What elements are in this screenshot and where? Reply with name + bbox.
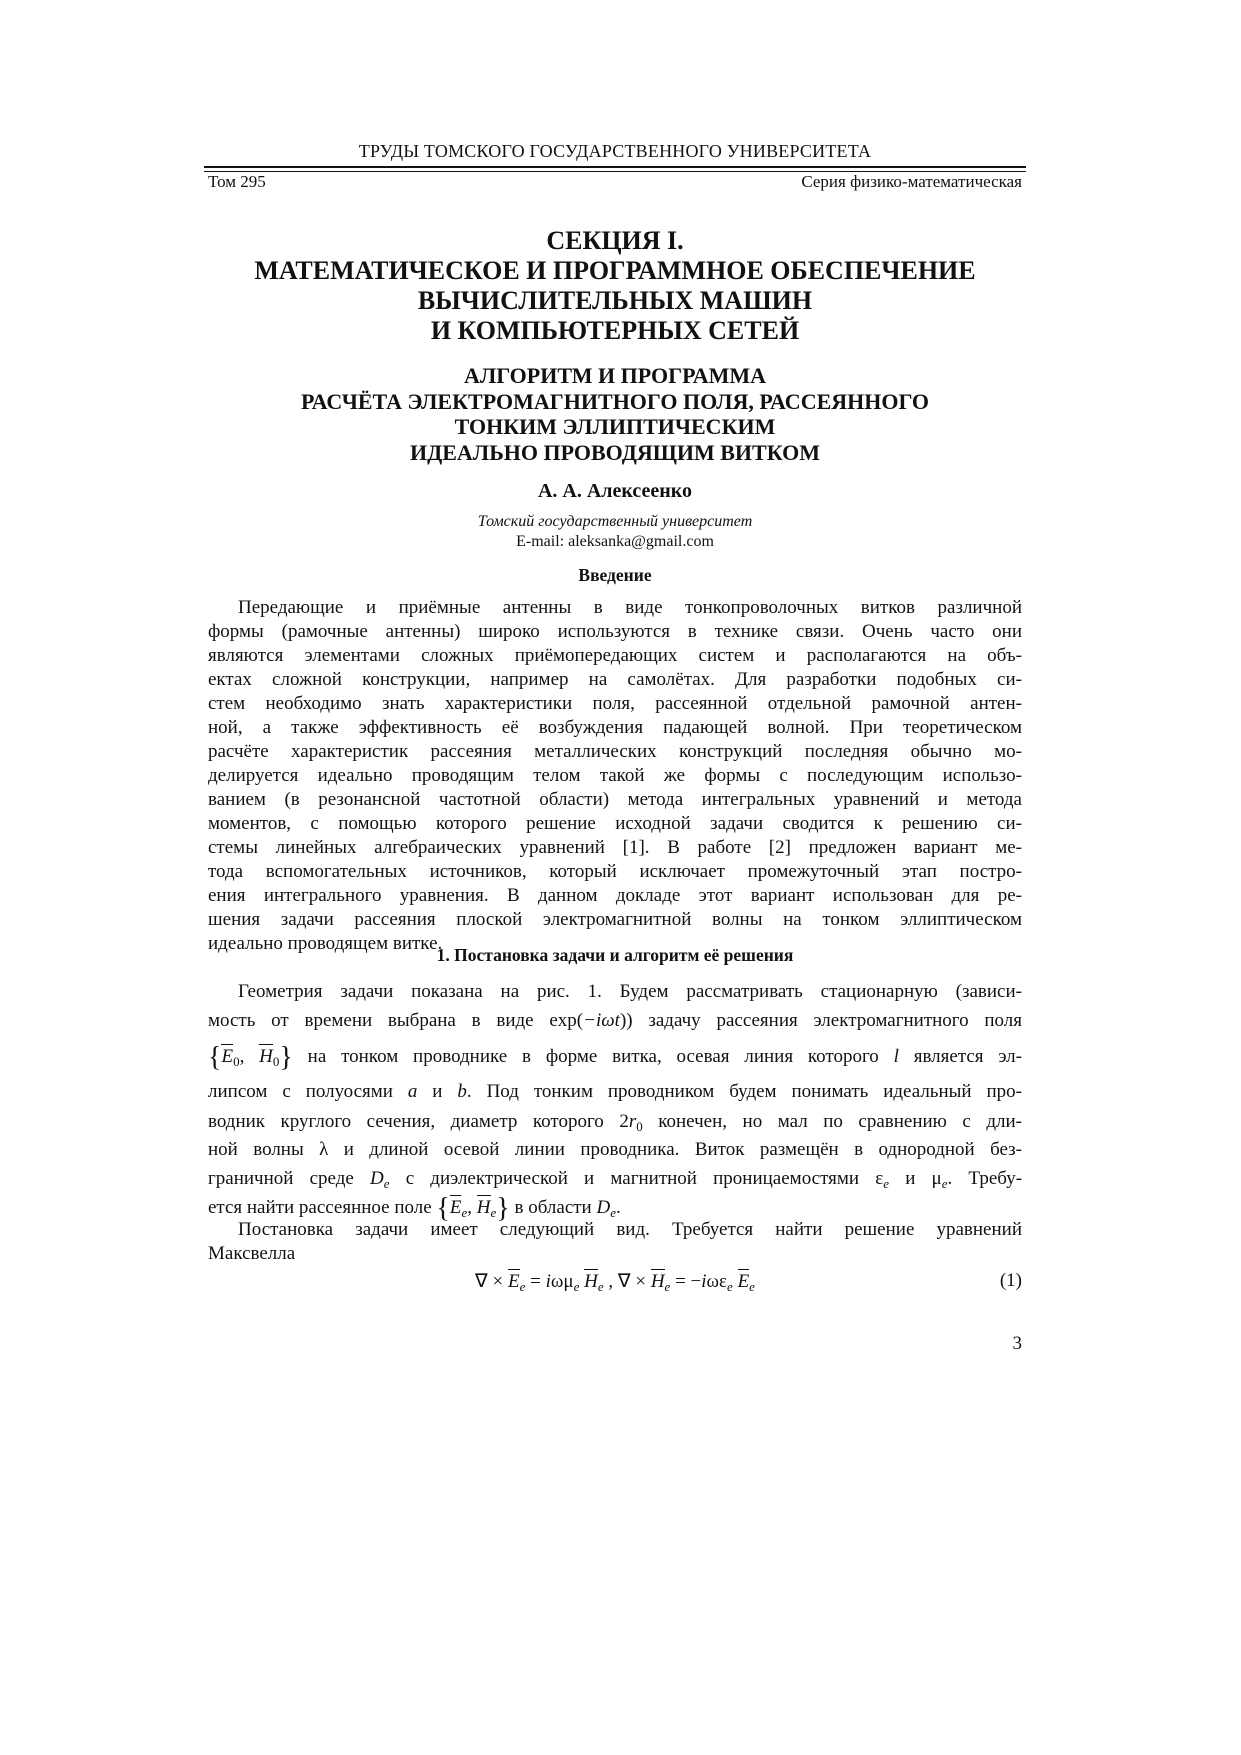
text-line: делируется идеально проводящим телом такой же формы с последующим использо- [208, 765, 1022, 786]
text-line [208, 1037, 1022, 1077]
math-segment: D [370, 1168, 384, 1189]
author: А. А. Алексеенко [537, 480, 693, 502]
math-segment: в области [509, 1197, 597, 1218]
section1-paragraph [208, 979, 1022, 1223]
text-line: Передающие и приёмные антенны в виде тонкопроволочных витков различной [238, 597, 1022, 618]
header-rule [204, 166, 1026, 168]
math-segment: } [496, 1193, 510, 1224]
math-segment: граничной среде [208, 1168, 371, 1189]
math-segment: 0 [636, 1119, 643, 1134]
math-segment: 2 [619, 1111, 629, 1132]
math-segment: ной волны λ и длиной осевой линии проводника. Виток размещён в однородной без- [208, 1139, 1022, 1160]
math-segment: H [650, 1271, 665, 1292]
math-segment: b [457, 1081, 467, 1102]
text-line: шения задачи рассеяния плоской электромагнитной волны на тонком эллиптическом [208, 909, 1022, 930]
title-line: ИДЕАЛЬНО ПРОВОДЯЩИМ ВИТКОМ [410, 439, 820, 465]
equation-body [208, 1270, 1022, 1295]
section1-paragraph-2 [208, 1218, 1022, 1266]
math-segment: . Под тонким проводником будем понимать идеальный про- [466, 1081, 1022, 1102]
math-segment: D [596, 1197, 611, 1218]
title-line: АЛГОРИТМ И ПРОГРАММА [463, 363, 767, 388]
series-label: Серия физико-математическая [801, 172, 1022, 191]
math-segment: ∇ × [475, 1271, 508, 1292]
math-segment: 0 [272, 1054, 280, 1069]
math-segment: , [239, 1046, 260, 1067]
section-heading-line: МАТЕМАТИЧЕСКОЕ И ПРОГРАММНОЕ ОБЕСПЕЧЕНИЕ [254, 256, 976, 285]
math-segment: ωε [706, 1271, 728, 1292]
title-line: ТОНКИМ ЭЛЛИПТИЧЕСКИМ [454, 414, 776, 439]
math-segment: E [737, 1271, 750, 1292]
text-line: ектах сложной конструкции, например на самолётах. Для разработки подобных си- [208, 669, 1022, 690]
math-segment: e [597, 1279, 604, 1294]
math-segment: e [664, 1279, 671, 1294]
math-segment: Геометрия задачи показана на рис. 1. Будем рассматривать стационарную (зависи- [238, 981, 1022, 1002]
math-segment: E [221, 1046, 234, 1067]
math-segment: на тонком проводнике в форме витка, осевая линия которого [292, 1046, 894, 1067]
text-line: моментов, с помощью которого решение исходной задачи сводится к решению си- [208, 813, 1022, 834]
email: E-mail: aleksanka@gmail.com [516, 533, 714, 550]
math-segment: является эл- [898, 1046, 1022, 1067]
math-segment: r [628, 1111, 637, 1132]
math-segment: с диэлектрической и магнитной проницаемостями ε [389, 1168, 884, 1189]
text-line: формы (рамочные антенны) широко используются в технике связи. Очень часто они [208, 621, 1022, 642]
math-segment: H [584, 1271, 598, 1292]
text-line [208, 1107, 1022, 1136]
text-line: Максвелла [208, 1243, 296, 1264]
math-segment: e [727, 1279, 733, 1294]
math-segment: e [461, 1205, 468, 1220]
math-segment: ется найти рассеянное поле [208, 1197, 437, 1218]
math-segment: a [407, 1081, 418, 1102]
title-line: РАСЧЁТА ЭЛЕКТРОМАГНИТНОГО ПОЛЯ, РАССЕЯННОГО [300, 388, 930, 414]
math-segment: , ∇ × [603, 1271, 651, 1292]
math-segment: e [749, 1279, 755, 1294]
section1-heading: 1. Постановка задачи и алгоритм её решения [436, 945, 794, 965]
article-title [208, 363, 1022, 465]
text-line [208, 1136, 1022, 1164]
math-segment: e [383, 1176, 390, 1191]
text-line [208, 1164, 1022, 1193]
equation-number: (1) [999, 1270, 1022, 1291]
section-heading-line: И КОМПЬЮТЕРНЫХ СЕТЕЙ [430, 316, 800, 345]
math-segment: H [476, 1197, 491, 1218]
text-line: ения интегрального уравнения. В данном докладе этот вариант использован для ре- [208, 885, 1022, 906]
text-line: стемы линейных алгебраических уравнений [1]. В работе [2] предложен вариант ме- [208, 837, 1022, 858]
math-segment: водник круглого сечения, диаметр которого [208, 1111, 620, 1132]
math-segment: −iωt [583, 1010, 620, 1031]
math-segment: )) задачу рассеяния электромагнитного поля [619, 1010, 1023, 1031]
text-line: являются элементами сложных приёмопередающих систем и располагаются на объ- [208, 645, 1022, 666]
math-segment: и μ [889, 1168, 942, 1189]
math-segment: e [610, 1205, 616, 1220]
math-segment: e [519, 1279, 526, 1294]
math-segment: . [615, 1197, 621, 1218]
math-segment: l [893, 1046, 899, 1067]
math-segment: e [941, 1176, 948, 1191]
math-segment: . Требу- [947, 1168, 1023, 1189]
page-number: 3 [1012, 1333, 1022, 1354]
text-line: тода вспомогательных источников, который исключает промежуточный этап постро- [208, 861, 1022, 882]
math-segment: 0 [233, 1054, 240, 1069]
math-segment: exp( [549, 1010, 584, 1031]
math-segment: = [525, 1271, 546, 1292]
math-segment: = − [670, 1271, 702, 1292]
math-segment: E [449, 1197, 462, 1218]
volume-label: Том 295 [208, 172, 266, 191]
math-segment: } [279, 1042, 293, 1073]
math-segment: мость от времени выбрана в виде [208, 1010, 550, 1031]
math-segment: e [573, 1279, 580, 1294]
text-line: ванием (в резонансной частотной области) метода интегральных уравнений и метода [208, 789, 1022, 810]
math-segment: { [208, 1042, 222, 1073]
intro-paragraph [208, 596, 1022, 956]
math-segment: ωμ [550, 1271, 574, 1292]
math-segment [733, 1271, 738, 1292]
math-segment: e [490, 1205, 497, 1220]
text-line: ной, а также эффективность её возбуждения падающей волной. При теоретическом [208, 717, 1022, 738]
text-line: идеально проводящем витке. [208, 933, 443, 954]
section-heading [208, 226, 1022, 346]
math-segment: конечен, но мал по сравнению с дли- [642, 1111, 1022, 1132]
text-line [208, 979, 1022, 1005]
text-line: стем необходимо знать характеристики поля, рассеянной отдельной рамочной антен- [208, 693, 1022, 714]
math-segment: липсом с полуосями [208, 1081, 408, 1102]
math-segment: i [701, 1271, 707, 1292]
text-line: расчёте характеристик рассеяния металлических конструкций последняя обычно мо- [208, 741, 1022, 762]
math-segment: i [545, 1271, 551, 1292]
section-heading-line: СЕКЦИЯ I. [546, 226, 684, 255]
journal-title: ТРУДЫ ТОМСКОГО ГОСУДАРСТВЕННОГО УНИВЕРСИТЕТА [358, 141, 872, 161]
math-segment: H [259, 1046, 273, 1067]
text-line [208, 1005, 1022, 1037]
math-segment: и [417, 1081, 458, 1102]
equation-1 [208, 1270, 1022, 1298]
text-line: Постановка задачи имеет следующий вид. Требуется найти решение уравнений [238, 1219, 1022, 1240]
affiliation: Томский государственный университет [477, 513, 753, 530]
math-segment: e [883, 1176, 890, 1191]
text-line [208, 1077, 1022, 1107]
math-segment: { [436, 1193, 450, 1224]
math-segment: , [467, 1197, 477, 1218]
math-segment: E [507, 1271, 520, 1292]
intro-heading: Введение [578, 565, 652, 585]
section-heading-line: ВЫЧИСЛИТЕЛЬНЫХ МАШИН [417, 286, 813, 315]
